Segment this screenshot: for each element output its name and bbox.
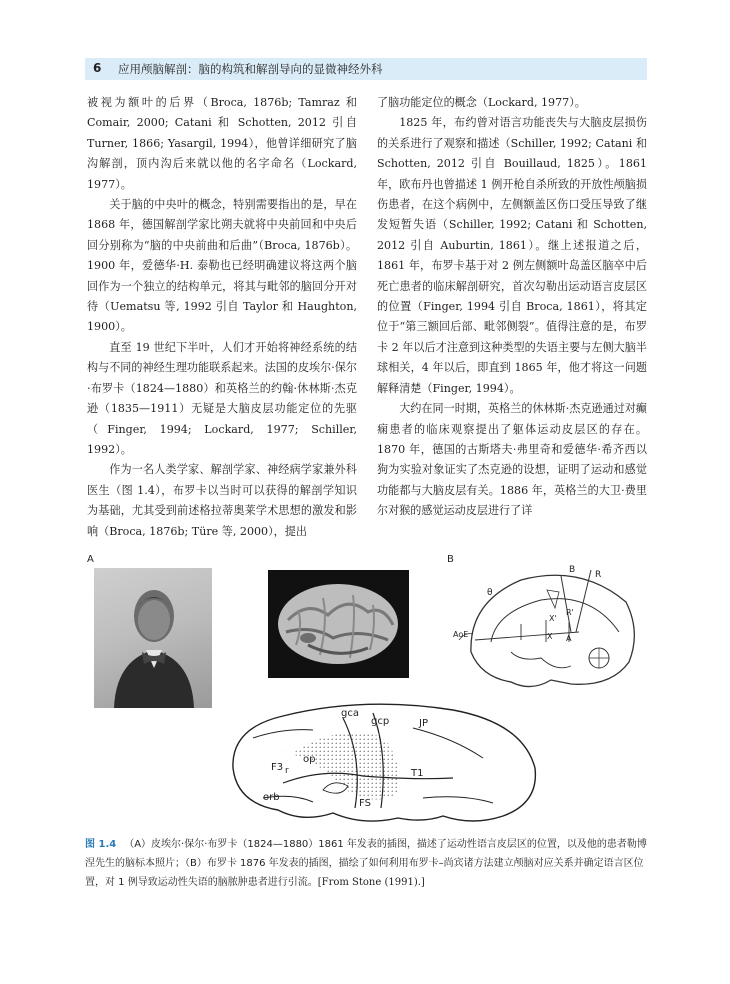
caption-label: 图 1.4 <box>85 839 117 850</box>
running-header <box>85 58 647 80</box>
skull-label-x-prime: X' <box>549 614 557 623</box>
skull-diagram <box>451 562 643 692</box>
brain-label-gcp: gcp <box>371 716 390 727</box>
paragraph: 关于脑的中央叶的概念，特别需要指出的是，早在 1868 年，德国解剖学家比朔夫就将中央前回和中央后回分别称为“脑的中央前曲和后曲”（Broca, 1876b）。1900 年，爱德华·H. 泰勒也已经明确建议将这两个脑回作为一个独立的结构单元，将其与毗邻的脑回分开对待（Uematsu 等, 1992 引自 Taylor 和 Haughton, 1900）。 <box>87 198 357 334</box>
running-title: 应用颅脑解剖：脑的构筑和解剖导向的显微神经外科 <box>118 62 383 76</box>
paragraph: 被视为额叶的后界（Broca, 1876b; Tamraz 和 Comair, 2000; Catani 和 Schotten, 2012 引自 Turner, 1866; Yasargil, 1994），他曾详细研究了脑沟解剖，顶内沟后来就以他的名字命名（Lockard, 1977）。 <box>87 96 357 191</box>
figure-caption <box>85 835 647 892</box>
paragraph: 1825 年，布约曾对语言功能丧失与大脑皮层损伤的关系进行了观察和描述（Schiller, 1992; Catani 和 Schotten, 2012 引自 Bouillaud, 1825）。1861 年，欧布丹也曾描述 1 例开枪自杀所致的开放性颅脑损伤患者，在这个病例中，左侧额盖区伤口受压导致了继发短暂失语（Schiller, 1992; Catani 和 Schotten, 2012 引自 Auburtin, 1861）。继上述报道之后，1861 年，布罗卡基于对 2 例左侧额叶岛盖区脑卒中后死亡患者的临床解剖研究，首次勾勒出运动语言皮层区的位置（Finger, 1994 引自 Broca, 1861），将其定位于“第三额回后部、毗邻侧裂”。值得注意的是，布罗卡 2 年以后才注意到这种类型的失语主要与左侧大脑半球相关，4 年以后，即直到 1865 年，他才将这一问题解释清楚（Finger, 1994）。 <box>377 116 647 395</box>
paragraph: 直至 19 世纪下半叶，人们才开始将神经系统的结构与不同的神经生理功能联系起来。法国的皮埃尔·保尔·布罗卡（1824—1880）和英格兰的约翰·休林斯·杰克逊（1835—1911）无疑是大脑皮层功能定位的先驱（Finger, 1994; Lockard, 1977; Schiller, 1992）。 <box>87 340 357 456</box>
broca-portrait-photo <box>94 568 212 708</box>
brain-label-f3: F3 <box>271 762 284 773</box>
paragraph: 了脑功能定位的概念（Lockard, 1977）。 <box>377 96 586 109</box>
brain-label-r: r <box>285 766 289 776</box>
skull-label-r-prime: R' <box>566 608 574 617</box>
brain-label-jp: JP <box>419 718 428 729</box>
brain-label-t1: T1 <box>411 768 424 779</box>
skull-label-theta: θ <box>487 588 493 598</box>
brain-label-fs: FS <box>359 798 371 809</box>
brain-specimen-photo <box>268 570 409 678</box>
paragraph: 大约在同一时期，英格兰的休林斯·杰克逊通过对癫痫患者的临床观察提出了躯体运动皮层区的存在。1870 年，德国的古斯塔夫·弗里奇和爱德华·希齐西以狗为实验对象证实了杰克逊的设想，证明了运动和感觉功能都与大脑皮层有关。1886 年，英格兰的大卫·费里尔对猴的感觉运动皮层进行了详 <box>377 402 647 518</box>
brain-label-gca: gca <box>341 708 359 719</box>
brain-label-orb: orb <box>263 792 280 803</box>
skull-label-r: R <box>595 570 602 580</box>
panel-b-letter: B <box>447 554 454 565</box>
page-number: 6 <box>93 61 102 75</box>
left-column <box>87 93 357 542</box>
panel-a-letter: A <box>87 554 94 565</box>
skull-label-aoe: AoE <box>453 630 469 639</box>
caption-source: [From Stone (1991).] <box>317 877 425 888</box>
figure-1-4 <box>85 548 647 828</box>
skull-label-b: B <box>569 565 576 575</box>
paragraph: 作为一名人类学家、解剖学家、神经病学家兼外科医生（图 1.4），布罗卡以当时可以获得的解剖学知识为基础，尤其受到前述格拉蒂奥莱学术思想的激发和影响（Broca, 1876b; Türe 等, 2000），提出 <box>87 463 357 538</box>
skull-label-x: X <box>547 632 553 641</box>
right-column <box>377 93 647 522</box>
brain-diagram <box>223 698 545 828</box>
skull-label-a: A <box>566 634 572 643</box>
brain-label-op: op <box>303 754 316 765</box>
caption-text: （A）皮埃尔·保尔·布罗卡（1824—1880）1861 年发表的插图，描述了运动性语言皮层区的位置，以及他的患者勒博涅先生的脑标本照片；（B）布罗卡 1876 年发表的插图，描绘了如何利用布罗卡–尚宾诸方法建立颅脑对应关系并确定语言区位置，对 1 例导致运动性失语的脑脓肿患者进行引流。 <box>85 839 647 888</box>
